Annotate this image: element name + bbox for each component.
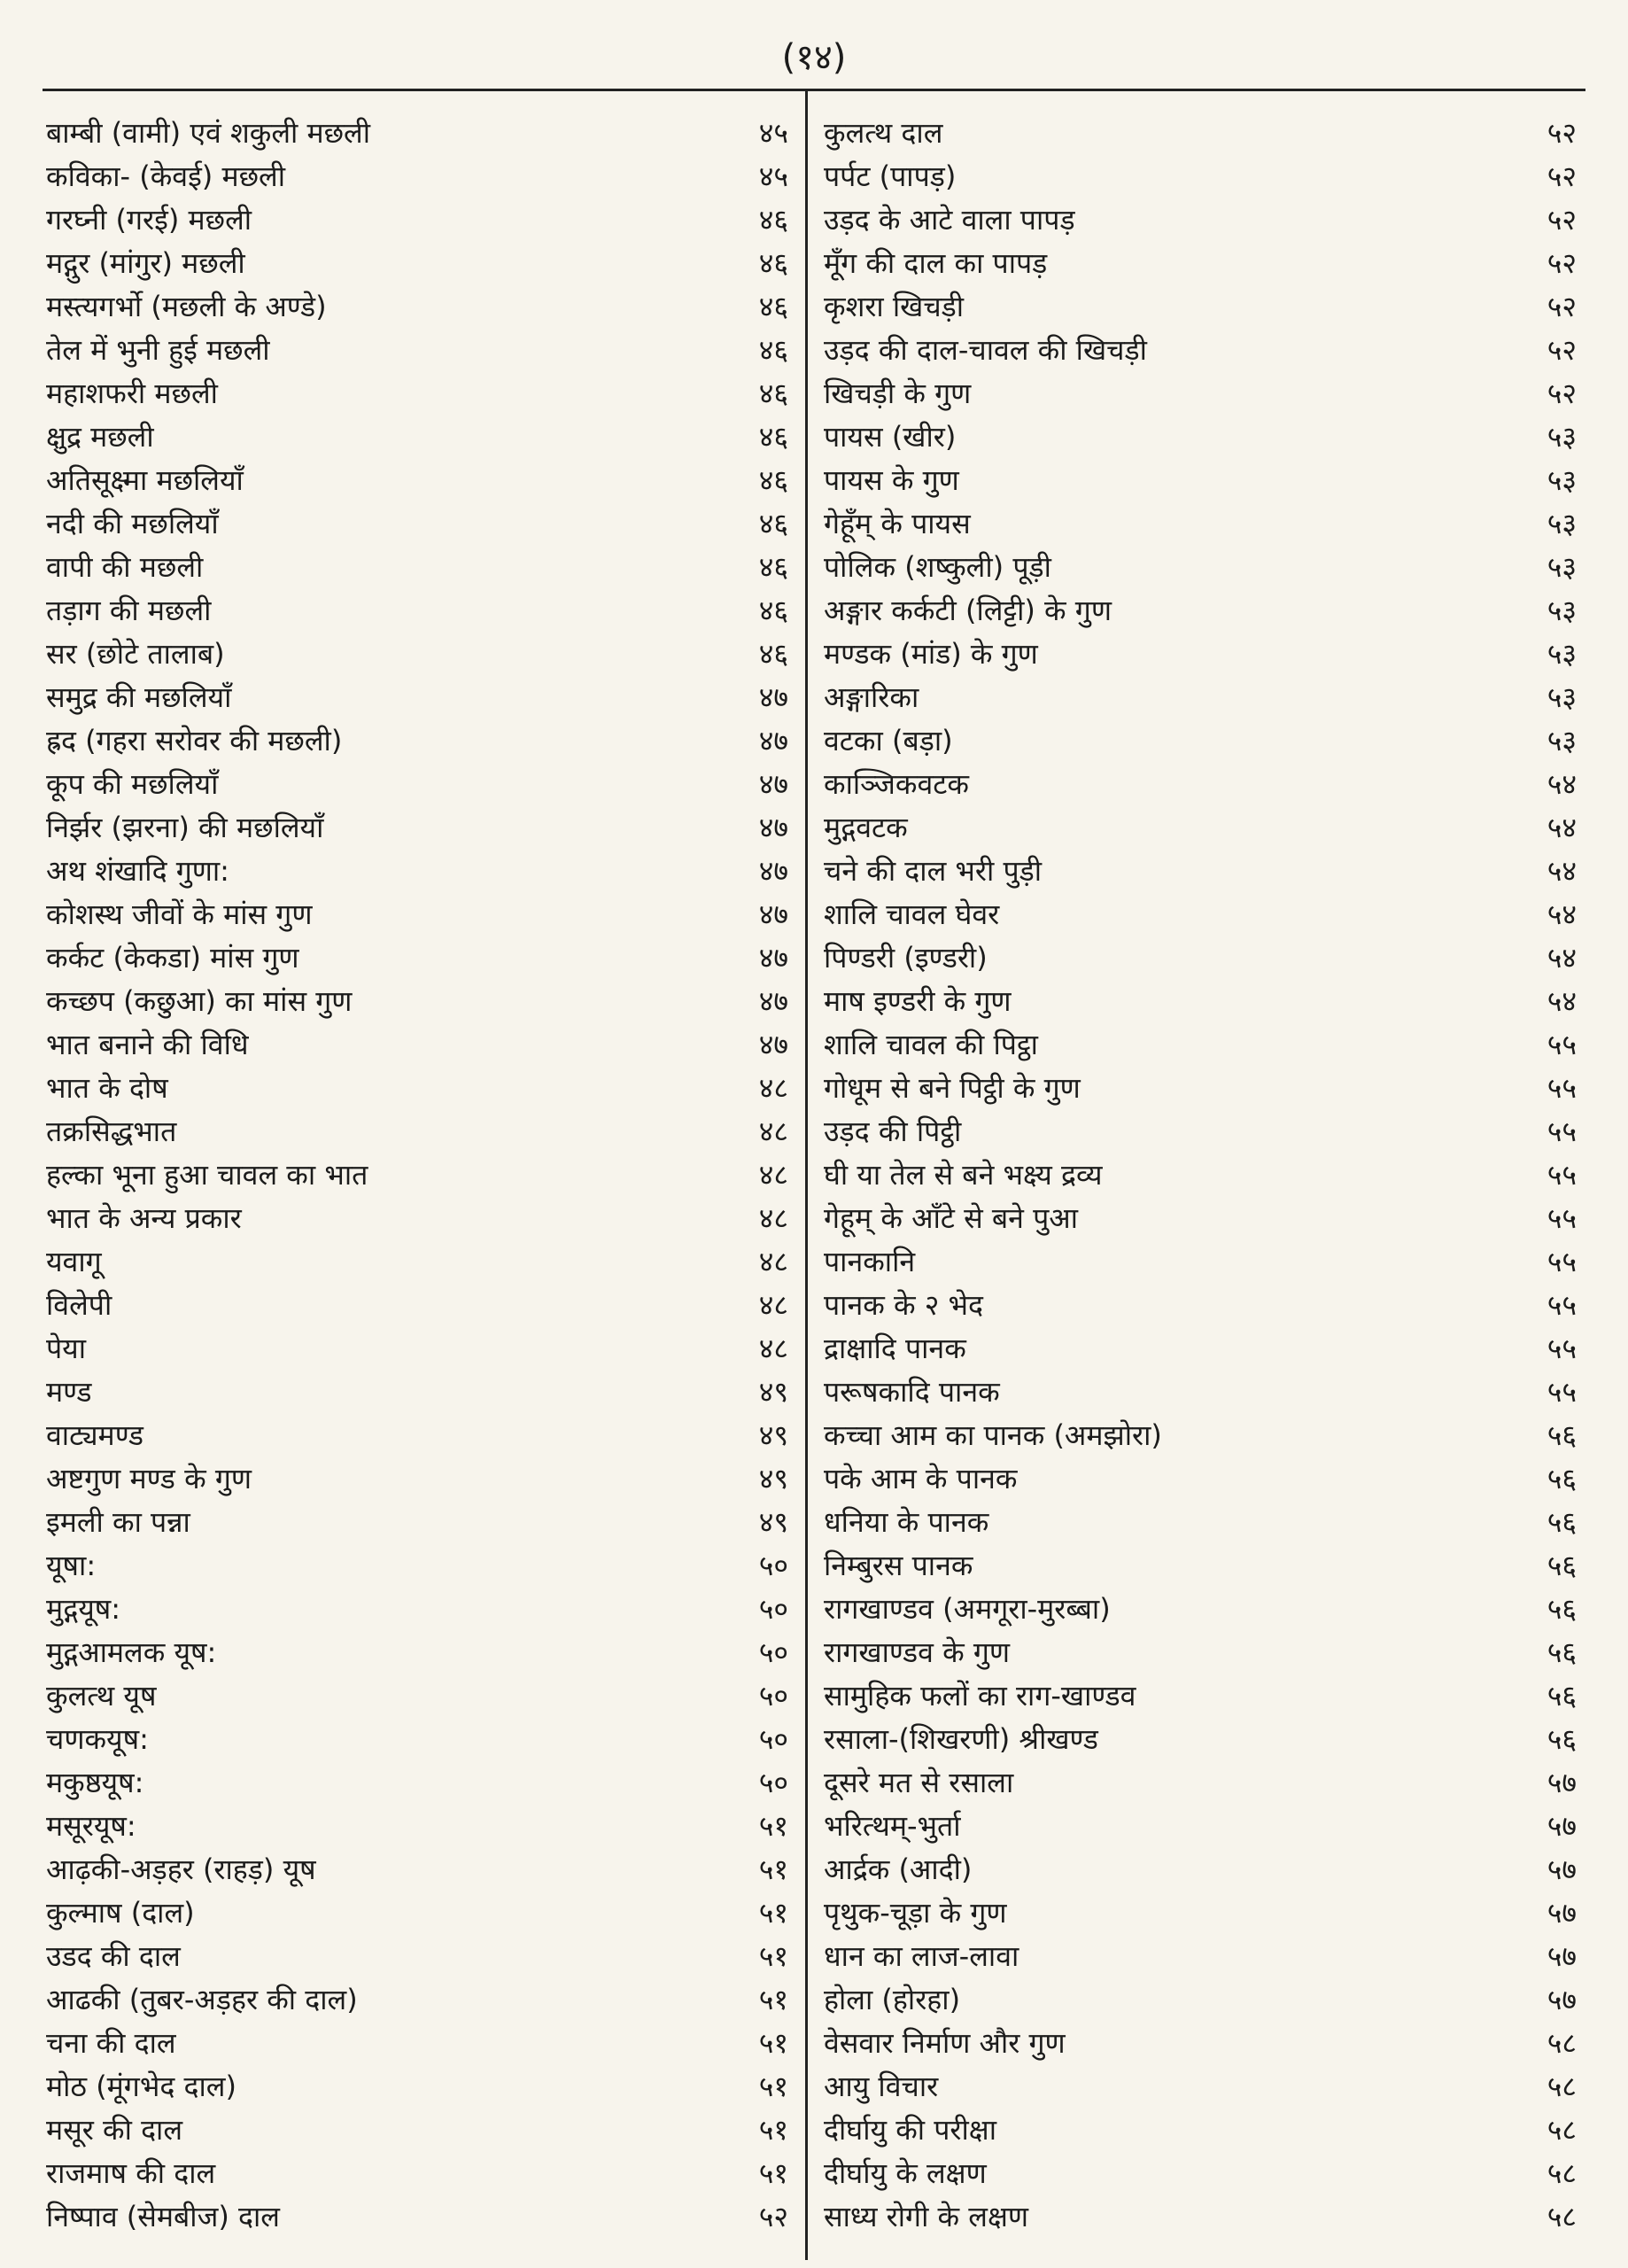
toc-entry-title: मोठ (मूंगभेद दाल): [46, 2070, 236, 2103]
toc-entry-page: ५५: [1547, 1071, 1577, 1105]
toc-entry: [46, 1891, 797, 1935]
toc-entry-title: होला (होरहा): [824, 1983, 961, 2016]
toc-entry-page: ४९: [758, 1418, 788, 1452]
toc-entry-title: गेहूम् के आँटे से बने पुआ: [824, 1201, 1078, 1235]
toc-entry-page: ४८: [758, 1115, 788, 1148]
toc-entry-title: दूसरे मत से रसाला: [824, 1766, 1014, 1799]
toc-entry-title: पर्पट (पापड़): [824, 159, 957, 193]
column-divider: [805, 89, 808, 2260]
toc-entry-title: गरघ्नी (गरई) मछली: [46, 203, 252, 237]
toc-entry-title: नदी की मछलियाँ: [46, 507, 219, 540]
toc-entry-title: महाशफरी मछली: [46, 377, 218, 410]
toc-entry-title: कुल्माष (दाल): [46, 1896, 195, 1930]
toc-entry-page: ५७: [1547, 1766, 1577, 1799]
toc-entry-page: ४९: [758, 1505, 788, 1539]
toc-entry: [824, 1891, 1577, 1935]
toc-entry: [46, 1457, 797, 1501]
toc-entry-title: सर (छोटे तालाब): [46, 637, 225, 671]
toc-entry: [824, 285, 1577, 329]
toc-entry: [46, 2109, 797, 2152]
toc-entry-title: उड़द की पिट्ठी: [824, 1115, 962, 1148]
toc-entry-page: ५५: [1547, 1201, 1577, 1235]
toc-entry-title: आढ़की-अड़हर (राहड़) यूष: [46, 1852, 316, 1886]
toc-entry: [824, 850, 1577, 893]
toc-entry-title: ह्रद (गहरा सरोवर की मछली): [46, 724, 343, 757]
toc-entry-page: ५५: [1547, 1375, 1577, 1409]
toc-entry-title: दीर्घायु की परीक्षा: [824, 2113, 997, 2147]
toc-entry: [824, 242, 1577, 285]
toc-entry-page: ५३: [1547, 420, 1577, 454]
toc-entry: [46, 1067, 797, 1110]
toc-entry-title: गोधूम से बने पिट्ठी के गुण: [824, 1071, 1081, 1105]
toc-entry: [824, 1371, 1577, 1414]
toc-entry-page: ४६: [758, 203, 788, 237]
toc-entry-page: ५१: [758, 2070, 788, 2103]
toc-entry: [824, 806, 1577, 850]
toc-entry-title: कच्छप (कछुआ) का मांस गुण: [46, 984, 353, 1018]
toc-entry-title: वेसवार निर्माण और गुण: [824, 2026, 1066, 2060]
toc-entry: [824, 546, 1577, 589]
toc-entry-page: ५६: [1547, 1549, 1577, 1582]
toc-entry-title: तेल में भुनी हुई मछली: [46, 333, 270, 367]
toc-entry-title: कृशरा खिचड़ी: [824, 290, 965, 323]
toc-entry-title: वटका (बड़ा): [824, 724, 953, 757]
toc-entry-title: कोशस्थ जीवों के मांस गुण: [46, 897, 313, 931]
toc-entry-title: पृथुक-चूड़ा के गुण: [824, 1896, 1007, 1930]
toc-entry: [824, 1284, 1577, 1327]
toc-entry: [46, 1240, 797, 1284]
toc-entry: [824, 763, 1577, 806]
toc-entry-page: ५७: [1547, 1983, 1577, 2016]
toc-entry-title: मण्ड: [46, 1375, 92, 1409]
toc-entry-title: कर्कट (केकडा) मांस गुण: [46, 941, 299, 975]
toc-entry-page: ५२: [1547, 116, 1577, 150]
toc-entry-page: ५१: [758, 1852, 788, 1886]
toc-entry-title: दीर्घायु के लक्षण: [824, 2156, 987, 2190]
toc-entry: [46, 2152, 797, 2195]
toc-entry-page: ५०: [758, 1592, 788, 1626]
toc-entry-page: ४७: [758, 897, 788, 931]
toc-entry: [46, 1978, 797, 2022]
toc-entry-title: पायस (खीर): [824, 420, 957, 454]
toc-entry-title: खिचड़ी के गुण: [824, 377, 972, 410]
toc-entry-title: साध्य रोगी के लक्षण: [824, 2200, 1029, 2233]
toc-entry-page: ४६: [758, 637, 788, 671]
toc-entry-page: ५२: [758, 2200, 788, 2233]
toc-entry: [824, 1327, 1577, 1371]
toc-entry: [824, 2022, 1577, 2065]
toc-entry: [824, 1805, 1577, 1848]
toc-entry: [46, 1544, 797, 1588]
toc-entry-page: ५०: [758, 1766, 788, 1799]
toc-entry-page: ४७: [758, 680, 788, 714]
toc-entry: [824, 1240, 1577, 1284]
toc-entry-title: मसूरयूष:: [46, 1809, 136, 1843]
toc-entry: [46, 1631, 797, 1674]
toc-entry-title: मकुष्ठयूष:: [46, 1766, 144, 1799]
toc-entry-page: ५३: [1547, 594, 1577, 627]
toc-entry: [46, 980, 797, 1023]
toc-entry: [46, 1327, 797, 1371]
toc-entry: [824, 2195, 1577, 2239]
toc-entry-page: ४६: [758, 333, 788, 367]
toc-entry-page: ५१: [758, 2026, 788, 2060]
toc-entry-page: ५२: [1547, 203, 1577, 237]
toc-entry: [824, 676, 1577, 719]
toc-entry-page: ५८: [1547, 2113, 1577, 2147]
toc-entry-page: ५२: [1547, 377, 1577, 410]
toc-entry-page: ४८: [758, 1245, 788, 1278]
toc-entry-title: भात के अन्य प्रकार: [46, 1201, 242, 1235]
toc-entry-title: शालि चावल की पिट्ठा: [824, 1028, 1038, 1061]
toc-entry-page: ४६: [758, 420, 788, 454]
toc-entry-title: अङ्गारिका: [824, 680, 919, 714]
toc-entry: [46, 1718, 797, 1761]
toc-entry-page: ५३: [1547, 637, 1577, 671]
toc-entry: [824, 1848, 1577, 1891]
toc-entry: [46, 112, 797, 155]
toc-entry-title: मद्गुर (मांगुर) मछली: [46, 246, 245, 280]
toc-entry-page: ५४: [1547, 897, 1577, 931]
toc-entry-page: ५२: [1547, 246, 1577, 280]
toc-entry-page: ५६: [1547, 1635, 1577, 1669]
toc-entry: [46, 1761, 797, 1805]
toc-entry-page: ५४: [1547, 767, 1577, 801]
toc-entry-page: ५५: [1547, 1115, 1577, 1148]
toc-entry-title: वाट्यमण्ड: [46, 1418, 144, 1452]
toc-entry-page: ४७: [758, 854, 788, 888]
toc-entry-title: मसूर की दाल: [46, 2113, 183, 2147]
toc-entry: [824, 980, 1577, 1023]
toc-entry-title: पायस के गुण: [824, 463, 959, 497]
toc-entry-page: ४८: [758, 1332, 788, 1365]
toc-entry-title: धनिया के पानक: [824, 1505, 989, 1539]
toc-entry: [46, 1023, 797, 1067]
toc-entry-page: ४८: [758, 1288, 788, 1322]
toc-entry-page: ५३: [1547, 507, 1577, 540]
toc-entry: [824, 1631, 1577, 1674]
toc-entry-page: ४६: [758, 507, 788, 540]
toc-entry: [46, 1805, 797, 1848]
toc-entry: [46, 633, 797, 676]
toc-entry: [824, 719, 1577, 763]
toc-entry-title: रागखाण्डव के गुण: [824, 1635, 1011, 1669]
toc-entry: [46, 1371, 797, 1414]
toc-entry-title: मस्त्यगर्भो (मछली के अण्डे): [46, 290, 327, 323]
right-toc-column: [824, 112, 1577, 2239]
toc-entry-page: ५०: [758, 1679, 788, 1713]
toc-entry: [824, 1978, 1577, 2022]
toc-entry: [824, 1718, 1577, 1761]
toc-entry-page: ५६: [1547, 1722, 1577, 1756]
toc-entry-title: राजमाष की दाल: [46, 2156, 216, 2190]
toc-entry: [46, 719, 797, 763]
toc-entry-title: कुलत्थ यूष: [46, 1679, 157, 1713]
toc-entry-title: पिण्डरी (इण्डरी): [824, 941, 988, 975]
toc-entry-title: पानकानि: [824, 1245, 916, 1278]
toc-entry-title: चना की दाल: [46, 2026, 176, 2060]
toc-entry-title: बाम्बी (वामी) एवं शकुली मछली: [46, 116, 371, 150]
toc-entry-title: भात के दोष: [46, 1071, 168, 1105]
toc-entry-page: ४६: [758, 463, 788, 497]
toc-entry-title: उड़द की दाल-चावल की खिचड़ी: [824, 333, 1147, 367]
toc-entry: [46, 502, 797, 546]
toc-entry-title: क्षुद्र मछली: [46, 420, 154, 454]
toc-entry: [824, 2109, 1577, 2152]
toc-entry-page: ४५: [758, 159, 788, 193]
toc-entry-title: रसाला-(शिखरणी) श्रीखण्ड: [824, 1722, 1098, 1756]
toc-entry-page: ४७: [758, 984, 788, 1018]
toc-entry-title: पोलिक (शष्कुली) पूड़ी: [824, 550, 1051, 584]
toc-entry-title: रागखाण्डव (अमगूरा-मुरब्बा): [824, 1592, 1111, 1626]
toc-entry-page: ५५: [1547, 1158, 1577, 1192]
toc-entry-title: गेहूँम् के पायस: [824, 507, 971, 540]
toc-entry-title: निष्पाव (सेमबीज) दाल: [46, 2200, 280, 2233]
toc-entry: [46, 850, 797, 893]
toc-entry-page: ५१: [758, 2113, 788, 2147]
toc-entry: [46, 676, 797, 719]
toc-entry: [46, 546, 797, 589]
toc-entry-page: ४८: [758, 1158, 788, 1192]
toc-entry-title: कूप की मछलियाँ: [46, 767, 219, 801]
toc-entry: [46, 372, 797, 416]
toc-entry-title: सामुहिक फलों का राग-खाण्डव: [824, 1679, 1136, 1713]
toc-entry-page: ४७: [758, 724, 788, 757]
toc-entry-page: ४७: [758, 767, 788, 801]
toc-entry-title: पेया: [46, 1332, 87, 1365]
toc-entry: [824, 1588, 1577, 1631]
toc-entry-title: आर्द्रक (आदी): [824, 1852, 973, 1886]
toc-entry-title: पके आम के पानक: [824, 1462, 1018, 1495]
top-rule: [43, 89, 1585, 91]
toc-entry-page: ५२: [1547, 290, 1577, 323]
toc-entry-title: परूषकादि पानक: [824, 1375, 1000, 1409]
toc-entry-page: ४९: [758, 1462, 788, 1495]
toc-entry-title: कविका- (केवई) मछली: [46, 159, 286, 193]
toc-entry: [46, 459, 797, 502]
toc-entry: [824, 502, 1577, 546]
toc-entry-page: ५४: [1547, 984, 1577, 1018]
toc-entry-title: कुलत्थ दाल: [824, 116, 943, 150]
toc-entry-page: ५०: [758, 1635, 788, 1669]
toc-entry: [46, 1153, 797, 1197]
toc-entry-page: ५५: [1547, 1332, 1577, 1365]
left-toc-column: [46, 112, 797, 2239]
toc-entry-title: विलेपी: [46, 1288, 112, 1322]
toc-entry: [46, 329, 797, 372]
toc-entry: [824, 1761, 1577, 1805]
toc-entry-page: ५३: [1547, 680, 1577, 714]
toc-entry-page: ५६: [1547, 1592, 1577, 1626]
toc-entry-title: इमली का पन्ना: [46, 1505, 190, 1539]
toc-entry-page: ४८: [758, 1071, 788, 1105]
toc-entry-title: धान का लाज-लावा: [824, 1939, 1019, 1973]
toc-entry: [824, 2152, 1577, 2195]
toc-entry-title: चणकयूष:: [46, 1722, 149, 1756]
toc-entry-page: ५६: [1547, 1418, 1577, 1452]
toc-entry-title: भरित्थम्-भुर्ता: [824, 1809, 961, 1843]
toc-entry: [46, 2022, 797, 2065]
toc-entry-title: अष्टगुण मण्ड के गुण: [46, 1462, 252, 1495]
toc-entry-page: ४७: [758, 941, 788, 975]
toc-entry-page: ४६: [758, 377, 788, 410]
toc-entry: [46, 1284, 797, 1327]
toc-entry-title: यवागू: [46, 1245, 102, 1278]
toc-entry-page: ५७: [1547, 1852, 1577, 1886]
toc-entry: [824, 893, 1577, 936]
toc-entry-page: ४५: [758, 116, 788, 150]
toc-entry: [46, 806, 797, 850]
toc-entry-title: तक्रसिद्धभात: [46, 1115, 177, 1148]
toc-entry-title: काञ्जिकवटक: [824, 767, 969, 801]
toc-entry-title: माष इण्डरी के गुण: [824, 984, 1012, 1018]
toc-entry-title: निम्बुरस पानक: [824, 1549, 973, 1582]
toc-entry-page: ५०: [758, 1549, 788, 1582]
toc-entry-title: शालि चावल घेवर: [824, 897, 1000, 931]
toc-entry: [824, 459, 1577, 502]
toc-entry: [46, 1588, 797, 1631]
toc-entry-title: उड़द के आटे वाला पापड़: [824, 203, 1075, 237]
toc-entry-title: मुद्गआमलक यूष:: [46, 1635, 217, 1669]
toc-entry-page: ५५: [1547, 1288, 1577, 1322]
toc-entry-page: ४७: [758, 1028, 788, 1061]
toc-entry-page: ५७: [1547, 1939, 1577, 1973]
toc-entry-page: ५७: [1547, 1896, 1577, 1930]
toc-entry: [824, 1935, 1577, 1978]
toc-entry-page: ४८: [758, 1201, 788, 1235]
toc-entry: [824, 329, 1577, 372]
toc-entry: [46, 198, 797, 242]
toc-entry-page: ५६: [1547, 1679, 1577, 1713]
toc-entry-title: तड़ाग की मछली: [46, 594, 212, 627]
toc-entry: [824, 1153, 1577, 1197]
toc-entry-title: मुद्गयूष:: [46, 1592, 121, 1626]
toc-entry-page: ५८: [1547, 2026, 1577, 2060]
toc-entry: [824, 633, 1577, 676]
toc-entry: [46, 936, 797, 980]
toc-entry-page: ५१: [758, 1983, 788, 2016]
toc-entry: [46, 1848, 797, 1891]
toc-entry: [824, 372, 1577, 416]
toc-entry: [46, 242, 797, 285]
toc-entry-page: ५४: [1547, 941, 1577, 975]
toc-entry: [46, 2195, 797, 2239]
toc-entry-title: वापी की मछली: [46, 550, 204, 584]
toc-entry-page: ५०: [758, 1722, 788, 1756]
toc-entry: [46, 1110, 797, 1153]
toc-entry: [46, 1674, 797, 1718]
toc-entry-title: आढकी (तुबर-अड़हर की दाल): [46, 1983, 358, 2016]
toc-entry: [46, 1501, 797, 1544]
toc-entry-page: ४७: [758, 811, 788, 844]
toc-entry-title: पानक के २ भेद: [824, 1288, 984, 1322]
toc-entry: [824, 1674, 1577, 1718]
toc-entry-page: ५८: [1547, 2156, 1577, 2190]
toc-entry: [46, 1414, 797, 1457]
toc-entry-page: ५३: [1547, 463, 1577, 497]
toc-entry-title: द्राक्षादि पानक: [824, 1332, 966, 1365]
toc-entry: [46, 155, 797, 198]
toc-entry-title: अङ्गार कर्कटी (लिट्टी) के गुण: [824, 594, 1112, 627]
toc-entry: [824, 1501, 1577, 1544]
toc-entry-title: मण्डक (मांड) के गुण: [824, 637, 1038, 671]
toc-entry-page: ४६: [758, 594, 788, 627]
toc-entry: [824, 589, 1577, 633]
toc-entry-page: ५१: [758, 2156, 788, 2190]
toc-entry: [824, 198, 1577, 242]
toc-entry-page: ५१: [758, 1809, 788, 1843]
toc-entry-title: कच्चा आम का पानक (अमझोरा): [824, 1418, 1162, 1452]
toc-entry: [824, 1110, 1577, 1153]
toc-entry: [824, 1197, 1577, 1240]
toc-entry: [824, 416, 1577, 459]
toc-entry: [46, 285, 797, 329]
toc-entry-page: ५५: [1547, 1028, 1577, 1061]
toc-entry: [824, 2065, 1577, 2109]
toc-entry: [824, 936, 1577, 980]
toc-entry-page: ४९: [758, 1375, 788, 1409]
toc-entry-title: निर्झर (झरना) की मछलियाँ: [46, 811, 324, 844]
page-number: (१४): [781, 37, 847, 78]
toc-entry-page: ५७: [1547, 1809, 1577, 1843]
toc-entry: [46, 589, 797, 633]
toc-entry: [824, 1544, 1577, 1588]
toc-entry-title: आयु विचार: [824, 2070, 939, 2103]
toc-entry: [824, 1457, 1577, 1501]
toc-entry: [824, 1414, 1577, 1457]
toc-entry-page: ५८: [1547, 2200, 1577, 2233]
toc-entry-page: ४६: [758, 246, 788, 280]
toc-entry-title: भात बनाने की विधि: [46, 1028, 249, 1061]
toc-entry-page: ५२: [1547, 333, 1577, 367]
toc-entry: [824, 112, 1577, 155]
toc-entry-page: ५३: [1547, 724, 1577, 757]
toc-entry-page: ५५: [1547, 1245, 1577, 1278]
toc-entry-page: ५१: [758, 1939, 788, 1973]
toc-entry-page: ५३: [1547, 550, 1577, 584]
toc-entry-page: ५८: [1547, 2070, 1577, 2103]
toc-entry-page: ४६: [758, 550, 788, 584]
toc-entry: [46, 1935, 797, 1978]
toc-entry-page: ५६: [1547, 1505, 1577, 1539]
toc-entry-page: ५४: [1547, 811, 1577, 844]
toc-entry-title: समुद्र की मछलियाँ: [46, 680, 232, 714]
toc-entry-title: यूषा:: [46, 1549, 97, 1582]
toc-entry-page: ५२: [1547, 159, 1577, 193]
toc-entry: [46, 763, 797, 806]
toc-entry-page: ५४: [1547, 854, 1577, 888]
toc-entry-title: मुद्गवटक: [824, 811, 908, 844]
toc-entry: [46, 416, 797, 459]
toc-entry-title: हल्का भूना हुआ चावल का भात: [46, 1158, 368, 1192]
toc-entry: [46, 1197, 797, 1240]
toc-entry-title: घी या तेल से बने भक्ष्य द्रव्य: [824, 1158, 1103, 1192]
toc-entry-title: अथ शंखादि गुणा:: [46, 854, 229, 888]
toc-entry-page: ५१: [758, 1896, 788, 1930]
toc-entry-title: चने की दाल भरी पुड़ी: [824, 854, 1043, 888]
toc-entry-title: मूँग की दाल का पापड़: [824, 246, 1048, 280]
toc-entry: [824, 1067, 1577, 1110]
toc-entry: [824, 155, 1577, 198]
toc-entry: [824, 1023, 1577, 1067]
toc-entry-page: ५६: [1547, 1462, 1577, 1495]
toc-entry: [46, 893, 797, 936]
toc-entry-title: अतिसूक्ष्मा मछलियाँ: [46, 463, 244, 497]
toc-entry: [46, 2065, 797, 2109]
toc-entry-page: ४६: [758, 290, 788, 323]
toc-entry-title: उडद की दाल: [46, 1939, 181, 1973]
